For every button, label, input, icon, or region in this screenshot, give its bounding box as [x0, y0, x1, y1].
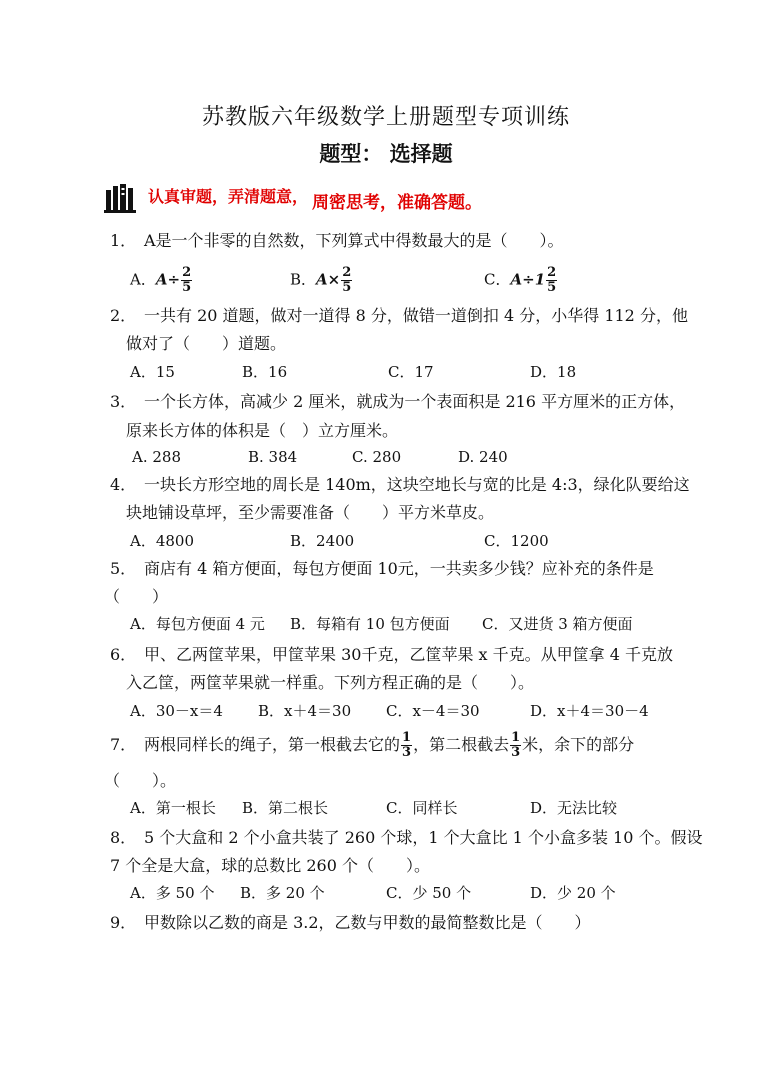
question-text: 5 个大盒和 2 个小盒共装了 260 个球，1 个大盒比 1 个小盒多装 10 个。假设 — [144, 828, 703, 847]
question-number: 2． — [110, 306, 137, 325]
option-c: C．x－4＝30 — [386, 702, 480, 720]
option-a: A．30－x＝4 — [130, 702, 223, 720]
question-number: 1． — [110, 231, 137, 250]
option-c: C. 280 — [352, 448, 402, 466]
option-a: A．4800 — [130, 532, 195, 550]
question-text-cont: （ ）。 — [104, 771, 177, 790]
option-a: A．每包方便面 4 元 — [130, 615, 265, 633]
option-d: D．无法比较 — [530, 799, 618, 817]
option-b: B．第二根长 — [242, 799, 329, 817]
option-c: C．同样长 — [386, 799, 458, 817]
fraction: $\frac{1}{3}$ — [402, 730, 412, 760]
option-c: C．A÷1 $\frac{2}{5}$ — [484, 265, 557, 295]
question-number: 8． — [110, 828, 137, 847]
option-b: B．A× $\frac{2}{5}$ — [290, 265, 352, 295]
question-text-cont: 原来长方体的体积是（ ）立方厘米。 — [126, 421, 399, 440]
question-4 — [110, 472, 690, 498]
question-8 — [110, 825, 702, 851]
option-a: A．15 — [130, 363, 175, 381]
option-c: C．17 — [388, 363, 434, 381]
page-title: 苏教版六年级数学上册题型专项训练 — [201, 105, 570, 130]
question-number: 3． — [110, 392, 137, 411]
question-number: 4． — [110, 475, 137, 494]
question-text-cont: 块地铺设草坪，至少需要准备（ ）平方米草皮。 — [126, 503, 495, 522]
question-6 — [110, 642, 673, 668]
question-text: 甲、乙两筐苹果，甲筐苹果 30千克，乙筐苹果 x 千克。从甲筐拿 4 千克放 — [144, 645, 673, 664]
question-number: 6． — [110, 645, 137, 664]
option-b: B．多 20 个 — [240, 884, 325, 902]
question-9 — [110, 910, 591, 936]
option-d: D．18 — [530, 363, 577, 381]
question-5 — [110, 556, 654, 582]
option-d: D．x＋4＝30－4 — [530, 702, 649, 720]
question-text: 两根同样长的绳子，第一根截去它的 — [144, 735, 401, 754]
option-c: C．又进货 3 箱方便面 — [482, 615, 633, 633]
fraction: $\frac{2}{5}$ — [182, 265, 192, 295]
option-d: D．少 20 个 — [530, 884, 616, 902]
question-1 — [110, 228, 564, 254]
fraction: $\frac{2}{5}$ — [547, 265, 557, 295]
banner-text-right: 周密思考，准确答题。 — [312, 193, 482, 213]
question-text-cont: 7 个全是大盒，球的总数比 260 个（ ）。 — [110, 856, 430, 875]
question-text: 商店有 4 箱方便面，每包方便面 10元，一共卖多少钱？应补充的条件是 — [144, 559, 654, 578]
option-b: B．2400 — [290, 532, 355, 550]
question-text: ，第二根截去 — [413, 735, 510, 754]
books-icon — [104, 180, 140, 214]
question-text: 一个长方体，高减少 2 厘米，就成为一个表面积是 216 平方厘米的正方体， — [144, 392, 686, 411]
question-3 — [110, 389, 685, 415]
question-number: 5． — [110, 559, 137, 578]
fraction: $\frac{1}{3}$ — [511, 730, 521, 760]
option-a: A．A÷ $\frac{2}{5}$ — [130, 265, 192, 295]
question-number: 7． — [110, 735, 137, 754]
question-text-cont: 做对了（ ）道题。 — [126, 334, 287, 353]
option-a: A．多 50 个 — [130, 884, 215, 902]
option-b: B．16 — [242, 363, 288, 381]
banner-text-left: 认真审题，弄清题意， — [148, 187, 309, 206]
question-7 — [110, 731, 634, 760]
option-d: D. 240 — [458, 448, 508, 466]
question-text-cont: 入乙筐，两筐苹果就一样重。下列方程正确的是（ ）。 — [126, 673, 535, 692]
question-number: 9． — [110, 913, 137, 932]
option-c: C．1200 — [484, 532, 549, 550]
option-a: A. 288 — [132, 448, 181, 466]
option-b: B．每箱有 10 包方便面 — [290, 615, 450, 633]
option-b: B．x＋4＝30 — [258, 702, 352, 720]
question-text: 一块长方形空地的周长是 140m，这块空地长与宽的比是 4:3，绿化队要给这 — [144, 475, 690, 494]
option-a: A．第一根长 — [130, 799, 216, 817]
question-text: A是一个非零的自然数，下列算式中得数最大的是（ ）。 — [144, 231, 564, 250]
question-2 — [110, 303, 688, 329]
section-subtitle: 题型： 选择题 — [319, 141, 453, 166]
question-text: 米，余下的部分 — [522, 735, 635, 754]
option-c: C．少 50 个 — [386, 884, 472, 902]
question-text-cont: （ ） — [104, 587, 169, 606]
option-b: B. 384 — [248, 448, 298, 466]
question-text: 甲数除以乙数的商是 3.2，乙数与甲数的最简整数比是（ ） — [144, 913, 591, 932]
fraction: $\frac{2}{5}$ — [342, 265, 352, 295]
question-text: 一共有 20 道题，做对一道得 8 分，做错一道倒扣 4 分，小华得 112 分，他 — [144, 306, 688, 325]
